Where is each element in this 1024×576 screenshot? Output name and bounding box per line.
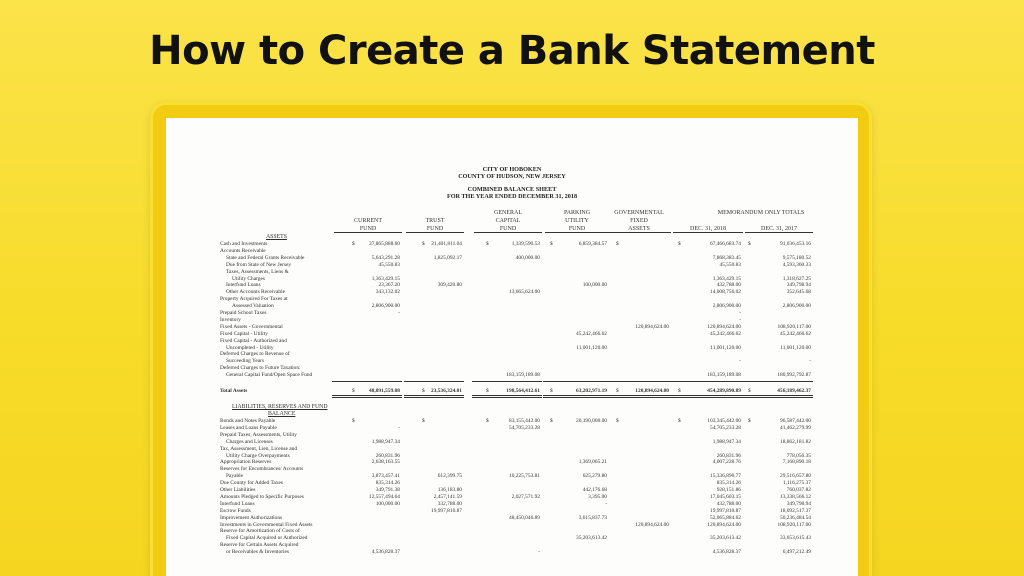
amount-cell: 2,806,900.00 bbox=[712, 303, 741, 310]
amount-cell: 96,587,442.00 bbox=[780, 418, 811, 424]
dollar-sign: $ bbox=[422, 418, 425, 424]
amount-cell: 50,236,484.54 bbox=[780, 514, 811, 521]
amount-cell: 7,868,383.45 bbox=[712, 254, 741, 261]
amount-cell: 2,806,900.00 bbox=[371, 303, 400, 310]
table-row bbox=[166, 388, 858, 395]
amount-cell: 54,705,233.28 bbox=[509, 424, 540, 431]
dollar-sign: $ bbox=[422, 388, 425, 394]
amount-cell: 37,865,888.60 bbox=[369, 241, 400, 247]
amount-cell: 343,132.02 bbox=[375, 289, 400, 296]
row-label: Succeeding Years bbox=[226, 358, 265, 365]
amount-cell: 83,155,442.00 bbox=[509, 418, 540, 424]
row-label: Improvement Authorizations bbox=[220, 514, 283, 521]
amount-cell: 29,516,657.80 bbox=[780, 473, 811, 480]
table-row bbox=[166, 411, 858, 418]
amount-cell: 23,536,324.01 bbox=[431, 388, 462, 394]
amount-cell: 11,001,120.00 bbox=[780, 344, 811, 351]
row-label: Leases and Loans Payable bbox=[220, 424, 277, 431]
row-label: Other Liabilities bbox=[220, 487, 256, 493]
amount-cell: 23,367.20 bbox=[378, 282, 400, 289]
amount-cell: 1,363,429.15 bbox=[712, 275, 741, 282]
column-header bbox=[406, 209, 464, 233]
amount-cell: 778,056.35 bbox=[786, 452, 811, 459]
total-double-rule bbox=[404, 395, 464, 398]
amount-cell: 1,318,627.25 bbox=[782, 275, 811, 282]
amount-cell: 4,536,828.37 bbox=[371, 549, 400, 556]
amount-cell: 100,000.00 bbox=[375, 500, 400, 507]
amount-cell: 183,159,189.08 bbox=[506, 372, 540, 379]
amount-cell: 108,920,117.00 bbox=[777, 521, 811, 528]
row-label: Fixed Capital - Utility bbox=[220, 330, 268, 337]
amount-cell: 260,831.96 bbox=[375, 452, 400, 459]
dollar-sign: $ bbox=[748, 388, 751, 394]
dollar-sign: $ bbox=[748, 418, 751, 424]
row-label: Reserve for Certain Assets Acquired bbox=[220, 542, 299, 549]
column-header-line bbox=[745, 217, 813, 225]
amount-cell: 760,037.82 bbox=[786, 487, 811, 493]
dollar-sign: $ bbox=[550, 388, 553, 394]
row-label: Escrow Funds bbox=[220, 507, 251, 514]
amount-cell: 91,036,453.16 bbox=[780, 241, 811, 247]
column-header-line bbox=[406, 209, 464, 217]
row-label: Taxes, Assessments, Liens & bbox=[226, 268, 289, 275]
row-label: Fixed Assets - Governmental bbox=[220, 323, 283, 330]
row-label: Investments in Governmental Fixed Assets bbox=[220, 521, 313, 528]
amount-cell: 13,665,624.00 bbox=[509, 289, 540, 296]
column-header-line: CAPITAL bbox=[495, 218, 521, 224]
amount-cell: 45,550.83 bbox=[378, 261, 400, 268]
amount-cell: - bbox=[398, 424, 400, 431]
amount-cell: 1,825,092.17 bbox=[433, 254, 462, 261]
amount-cell: - bbox=[398, 310, 400, 316]
table-row bbox=[166, 234, 858, 241]
amount-cell: - bbox=[538, 549, 540, 556]
amount-cell: 35,203,613.42 bbox=[710, 535, 741, 542]
amount-cell: 352,645.68 bbox=[786, 289, 811, 296]
row-label: Payable bbox=[226, 473, 244, 480]
column-header-line: UTILITY bbox=[565, 218, 589, 224]
column-header-line: DEC. 31, 2017 bbox=[745, 225, 813, 233]
amount-cell: 1,369,065.21 bbox=[578, 459, 607, 466]
row-label: Interfund Loans bbox=[226, 282, 261, 289]
amount-cell: - bbox=[809, 358, 811, 365]
row-label: BALANCE bbox=[268, 411, 296, 417]
amount-cell: 5,643,291.28 bbox=[371, 254, 400, 261]
amount-cell: 2,806,900.00 bbox=[782, 303, 811, 310]
row-label: Utility Charge Overpayments bbox=[226, 452, 290, 459]
dollar-sign: $ bbox=[748, 241, 751, 247]
row-label: or Receivables & Inventories bbox=[226, 549, 290, 556]
document-title: COMBINED BALANCE SHEET bbox=[467, 186, 557, 193]
row-label: Property Acquired For Taxes at bbox=[220, 296, 288, 303]
total-double-rule bbox=[743, 395, 813, 398]
column-header bbox=[334, 209, 402, 233]
dollar-sign: $ bbox=[550, 418, 553, 424]
dollar-sign: $ bbox=[352, 241, 355, 247]
amount-cell: 120,894,624.00 bbox=[635, 323, 669, 330]
amount-cell: 2,457,141.59 bbox=[433, 493, 462, 500]
column-header-line: FIXED bbox=[630, 218, 648, 224]
amount-cell: 6,859,384.57 bbox=[578, 241, 607, 247]
amount-cell: 48,450,046.89 bbox=[509, 514, 540, 521]
amount-cell: 15,336,890.77 bbox=[710, 473, 741, 480]
amount-cell: 48,091,559.08 bbox=[369, 388, 400, 394]
amount-cell: 928,151.86 bbox=[716, 487, 741, 493]
column-header-line: GOVERNMENTAL bbox=[614, 210, 664, 216]
column-header-line bbox=[673, 209, 743, 217]
amount-cell: 1,339,590.53 bbox=[511, 241, 540, 247]
row-label: Due County for Added Taxes bbox=[220, 480, 284, 487]
amount-cell: 3,873,457.41 bbox=[371, 473, 400, 480]
amount-cell: 45,242,466.62 bbox=[780, 330, 811, 337]
amount-cell: 11,001,120.00 bbox=[710, 344, 741, 351]
amount-cell: 45,550.83 bbox=[719, 261, 741, 268]
column-header bbox=[474, 209, 542, 233]
memo-header: MEMORANDUM ONLY TOTALS bbox=[717, 210, 805, 216]
balance-sheet-document bbox=[166, 118, 858, 576]
dollar-sign: $ bbox=[678, 418, 681, 424]
amount-cell: - bbox=[739, 310, 741, 316]
dollar-sign: $ bbox=[550, 241, 553, 247]
amount-cell: 1,988,947.34 bbox=[371, 438, 400, 445]
subtotal-rule bbox=[332, 381, 402, 382]
row-label: Reserves for Encumbrances/ Accounts bbox=[220, 466, 304, 473]
amount-cell: 260,831.96 bbox=[716, 452, 741, 459]
row-label: Interfund Loans bbox=[220, 500, 255, 507]
total-double-rule bbox=[332, 395, 402, 398]
dollar-sign: $ bbox=[616, 388, 619, 394]
row-label: Prepaid School Taxes bbox=[220, 310, 267, 316]
subtotal-rule bbox=[543, 381, 609, 382]
row-label: Fixed Capital Acquired or Authorized bbox=[226, 535, 308, 542]
subtotal-rule bbox=[671, 381, 743, 382]
amount-cell: 120,894,624.00 bbox=[635, 388, 669, 394]
amount-cell: 108,920,117.00 bbox=[777, 323, 811, 330]
entity-name: CITY OF HOBOKEN bbox=[482, 166, 542, 173]
amount-cell: - bbox=[739, 316, 741, 323]
row-label: Inventory bbox=[220, 316, 241, 323]
amount-cell: 35,203,613.42 bbox=[576, 535, 607, 542]
row-label: Other Accounts Receivable bbox=[226, 289, 285, 296]
dollar-sign: $ bbox=[486, 388, 489, 394]
row-label: Charges and Licenses bbox=[226, 438, 273, 445]
subtotal-rule bbox=[605, 381, 671, 382]
county-name: COUNTY OF HUDSON, NEW JERSEY bbox=[458, 173, 566, 180]
row-label: Bonds and Notes Payable bbox=[220, 418, 276, 424]
amount-cell: 835,314.26 bbox=[375, 480, 400, 487]
amount-cell: 11,001,120.00 bbox=[576, 344, 607, 351]
column-header-line: CURRENT bbox=[353, 218, 382, 224]
amount-cell: 2,027,571.92 bbox=[511, 493, 540, 500]
row-label: Assessed Valuation bbox=[232, 303, 274, 310]
amount-cell: 612,399.75 bbox=[437, 473, 462, 480]
table-row bbox=[166, 549, 858, 556]
amount-cell: - bbox=[605, 500, 607, 507]
amount-cell: 100,000.00 bbox=[582, 282, 607, 289]
column-header-line: FUND bbox=[474, 225, 542, 233]
amount-cell: 198,564,412.61 bbox=[506, 388, 540, 394]
amount-cell: 4,007,228.76 bbox=[712, 459, 741, 466]
row-label: Amounts Pledged to Specific Purposes bbox=[220, 493, 304, 500]
amount-cell: 4,536,828.37 bbox=[712, 549, 741, 556]
amount-cell: 120,894,624.00 bbox=[635, 521, 669, 528]
amount-cell: 18,862,181.82 bbox=[780, 438, 811, 445]
row-label: Tax, Assessment, Lien, License and bbox=[220, 445, 298, 452]
amount-cell: 21,401,811.04 bbox=[431, 241, 462, 247]
amount-cell: 120,894,624.00 bbox=[707, 323, 741, 330]
row-label: Deferred Charges to Future Taxation: bbox=[220, 365, 301, 372]
total-double-rule bbox=[671, 395, 743, 398]
amount-cell: 13,338,566.12 bbox=[780, 493, 811, 500]
amount-cell: 432,788.00 bbox=[716, 282, 741, 289]
row-label: State and Federal Grants Receivable bbox=[226, 254, 305, 261]
amount-cell: 183,159,189.08 bbox=[707, 372, 741, 379]
row-label: Total Assets bbox=[220, 388, 248, 394]
row-label: Accounts Receivable bbox=[220, 247, 266, 254]
dollar-sign: $ bbox=[616, 241, 619, 247]
dollar-sign: $ bbox=[678, 388, 681, 394]
column-header-line bbox=[673, 217, 743, 225]
amount-cell: 120,894,624.00 bbox=[707, 521, 741, 528]
row-label: General Capital Fund/Open Space Fund bbox=[226, 372, 313, 379]
total-double-rule bbox=[472, 395, 542, 398]
column-header-line: ASSETS bbox=[607, 225, 671, 233]
amount-cell: 19,997,810.87 bbox=[431, 507, 462, 514]
column-header bbox=[673, 209, 743, 233]
amount-cell: 41,462,279.99 bbox=[780, 424, 811, 431]
row-label: Appropriation Reserves bbox=[220, 459, 272, 466]
amount-cell: 20,190,000.00 bbox=[576, 418, 607, 424]
amount-cell: 18,092,517.37 bbox=[780, 507, 811, 514]
dollar-sign: $ bbox=[678, 241, 681, 247]
amount-cell: 442,176.68 bbox=[582, 487, 607, 493]
page-headline: How to Create a Bank Statement bbox=[149, 28, 875, 74]
column-header-line: FUND bbox=[334, 225, 402, 233]
amount-cell: 1,116,275.37 bbox=[782, 480, 811, 487]
amount-cell: 180,992,792.87 bbox=[777, 372, 811, 379]
column-header-line: DEC. 31, 2018 bbox=[673, 225, 743, 233]
amount-cell: 7,168,890.18 bbox=[782, 459, 811, 466]
column-header bbox=[745, 209, 813, 233]
dollar-sign: $ bbox=[352, 388, 355, 394]
column-header bbox=[545, 209, 609, 233]
subtotal-rule bbox=[404, 381, 464, 382]
amount-cell: 309,420.80 bbox=[437, 282, 462, 289]
row-label: Fixed Capital - Authorized and bbox=[220, 337, 287, 344]
document-period: FOR THE YEAR ENDED DECEMBER 31, 2018 bbox=[446, 193, 578, 200]
dollar-sign: $ bbox=[616, 418, 619, 424]
amount-cell: 14,008,756.02 bbox=[710, 289, 741, 296]
amount-cell: 10,225,753.81 bbox=[509, 473, 540, 480]
amount-cell: 54,705,233.28 bbox=[710, 424, 741, 431]
amount-cell: 67,466,683.74 bbox=[710, 241, 741, 247]
table-row bbox=[166, 404, 858, 411]
column-header-line bbox=[334, 209, 402, 217]
dollar-sign: $ bbox=[352, 418, 355, 424]
amount-cell: 63,202,971.19 bbox=[576, 388, 607, 394]
column-header-line bbox=[745, 209, 813, 217]
row-label: LIABILITIES, RESERVES AND FUND bbox=[232, 404, 328, 410]
column-header-line: GENERAL bbox=[494, 210, 522, 216]
row-label: Deferred Charges to Revenue of bbox=[220, 351, 290, 358]
subtotal-rule bbox=[743, 381, 813, 382]
amount-cell: 349,791.38 bbox=[375, 487, 400, 493]
amount-cell: 103,345,442.00 bbox=[707, 418, 741, 424]
amount-cell: 19,997,810.87 bbox=[710, 507, 741, 514]
amount-cell: 1,988,947.34 bbox=[712, 438, 741, 445]
total-double-rule bbox=[543, 395, 609, 398]
dollar-sign: $ bbox=[486, 241, 489, 247]
amount-cell: 17,045,603.15 bbox=[710, 493, 741, 500]
amount-cell: - bbox=[739, 358, 741, 365]
subtotal-rule bbox=[472, 381, 542, 382]
amount-cell: 835,314.26 bbox=[716, 480, 741, 487]
column-header-line: PARKING bbox=[563, 210, 591, 216]
dollar-sign: $ bbox=[486, 418, 489, 424]
row-label: Due from State of New Jersey bbox=[226, 261, 292, 268]
amount-cell: 52,065,884.62 bbox=[710, 514, 741, 521]
row-label: Uncompleted - Utility bbox=[226, 344, 274, 351]
column-header-line: TRUST bbox=[425, 218, 445, 224]
amount-cell: 456,189,462.37 bbox=[777, 388, 811, 394]
amount-cell: 45,242,466.62 bbox=[710, 330, 741, 337]
amount-cell: 2,638,163.55 bbox=[371, 459, 400, 466]
table-row bbox=[166, 372, 858, 379]
amount-cell: 3,395.00 bbox=[588, 493, 607, 500]
row-label: Utility Charges bbox=[232, 275, 265, 282]
amount-cell: 6,497,212.49 bbox=[782, 549, 811, 556]
column-header-line: FUND bbox=[545, 225, 609, 233]
amount-cell: 400,000.00 bbox=[515, 254, 540, 261]
amount-cell: 349,798.94 bbox=[786, 500, 811, 507]
amount-cell: 1,363,429.15 bbox=[371, 275, 400, 282]
column-header bbox=[607, 209, 671, 233]
row-label: Prepaid Taxes, Assessments, Utility bbox=[220, 431, 297, 438]
amount-cell: 33,653,615.43 bbox=[780, 535, 811, 542]
amount-cell: 12,557,494.64 bbox=[369, 493, 400, 500]
total-double-rule bbox=[605, 395, 671, 398]
amount-cell: 454,289,890.89 bbox=[707, 388, 741, 394]
amount-cell: 432,788.00 bbox=[716, 500, 741, 507]
column-header-line: FUND bbox=[406, 225, 464, 233]
amount-cell: 136,183.80 bbox=[437, 487, 462, 493]
row-label: Cash and Investments bbox=[220, 241, 268, 247]
amount-cell: 4,593,360.33 bbox=[782, 261, 811, 268]
amount-cell: 332,788.00 bbox=[437, 500, 462, 507]
amount-cell: 625,279.80 bbox=[582, 473, 607, 480]
row-label: ASSETS bbox=[266, 234, 287, 240]
amount-cell: 349,798.94 bbox=[786, 282, 811, 289]
row-label: Reserve for Amortization of Costs of bbox=[220, 528, 300, 535]
amount-cell: 3,615,837.73 bbox=[578, 514, 607, 521]
dollar-sign: $ bbox=[422, 241, 425, 247]
amount-cell: 9,575,180.52 bbox=[782, 254, 811, 261]
amount-cell: 45,242,466.62 bbox=[576, 330, 607, 337]
